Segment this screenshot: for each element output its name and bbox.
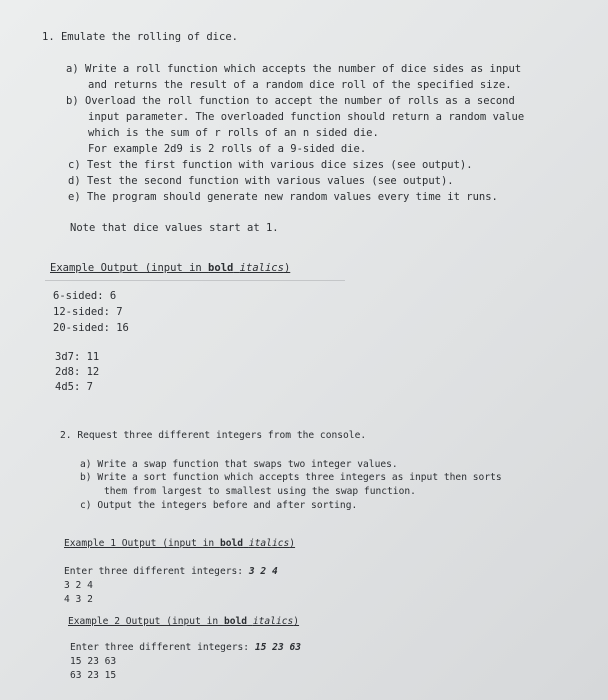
q1-note: Note that dice values start at 1.: [70, 222, 279, 234]
example-1-prompt-line: Enter three different integers: 3 2 4: [64, 566, 278, 577]
q1-part-a-line1: a) Write a roll function which accepts the number of dice sides as input: [66, 63, 522, 75]
q1-part-b-line1: b) Overload the roll function to accept the number of rolls as a second: [66, 95, 515, 107]
output-line: 15 23 63: [70, 656, 117, 667]
output-line: 20-sided: 16: [53, 322, 129, 334]
output-line: 6-sided: 6: [53, 290, 117, 302]
example-2-prompt-line: Enter three different integers: 15 23 63: [70, 642, 302, 653]
q1-part-b-line3: which is the sum of r rolls of an n sided die.: [88, 127, 379, 139]
output-line: 4 3 2: [64, 594, 93, 605]
q2-part-c: c) Output the integers before and after sorting.: [80, 500, 358, 511]
q2-part-a: a) Write a swap function that swaps two integer values.: [80, 459, 398, 470]
q1-heading: 1. Emulate the rolling of dice.: [42, 31, 238, 43]
q2-part-b-line1: b) Write a sort function which accepts three integers as input then sorts: [80, 472, 502, 483]
q1-part-a-line2: and returns the result of a random dice roll of the specified size.: [88, 79, 512, 91]
output-line: 4d5: 7: [55, 381, 93, 393]
output-line: 12-sided: 7: [53, 306, 123, 318]
output-line: 2d8: 12: [55, 366, 100, 378]
q2-heading: 2. Request three different integers from the console.: [60, 430, 367, 441]
q1-part-b-line2: input parameter. The overloaded function should return a random value: [88, 111, 525, 123]
q1-part-b-line4: For example 2d9 is 2 rolls of a 9-sided die.: [88, 143, 367, 155]
example-divider: [45, 280, 345, 281]
q1-part-e: e) The program should generate new random values every time it runs.: [68, 191, 498, 203]
q2-part-b-line2: them from largest to smallest using the swap function.: [104, 486, 416, 497]
output-line: 3 2 4: [64, 580, 93, 591]
example-output-label: Example Output (input in bold italics): [50, 262, 291, 274]
example-1-output-label: Example 1 Output (input in bold italics): [64, 538, 296, 549]
q1-part-c: c) Test the first function with various dice sizes (see output).: [68, 159, 473, 171]
q1-part-d: d) Test the second function with various values (see output).: [68, 175, 454, 187]
output-line: 3d7: 11: [55, 351, 100, 363]
output-line: 63 23 15: [70, 670, 117, 681]
example-2-output-label: Example 2 Output (input in bold italics): [68, 616, 300, 627]
